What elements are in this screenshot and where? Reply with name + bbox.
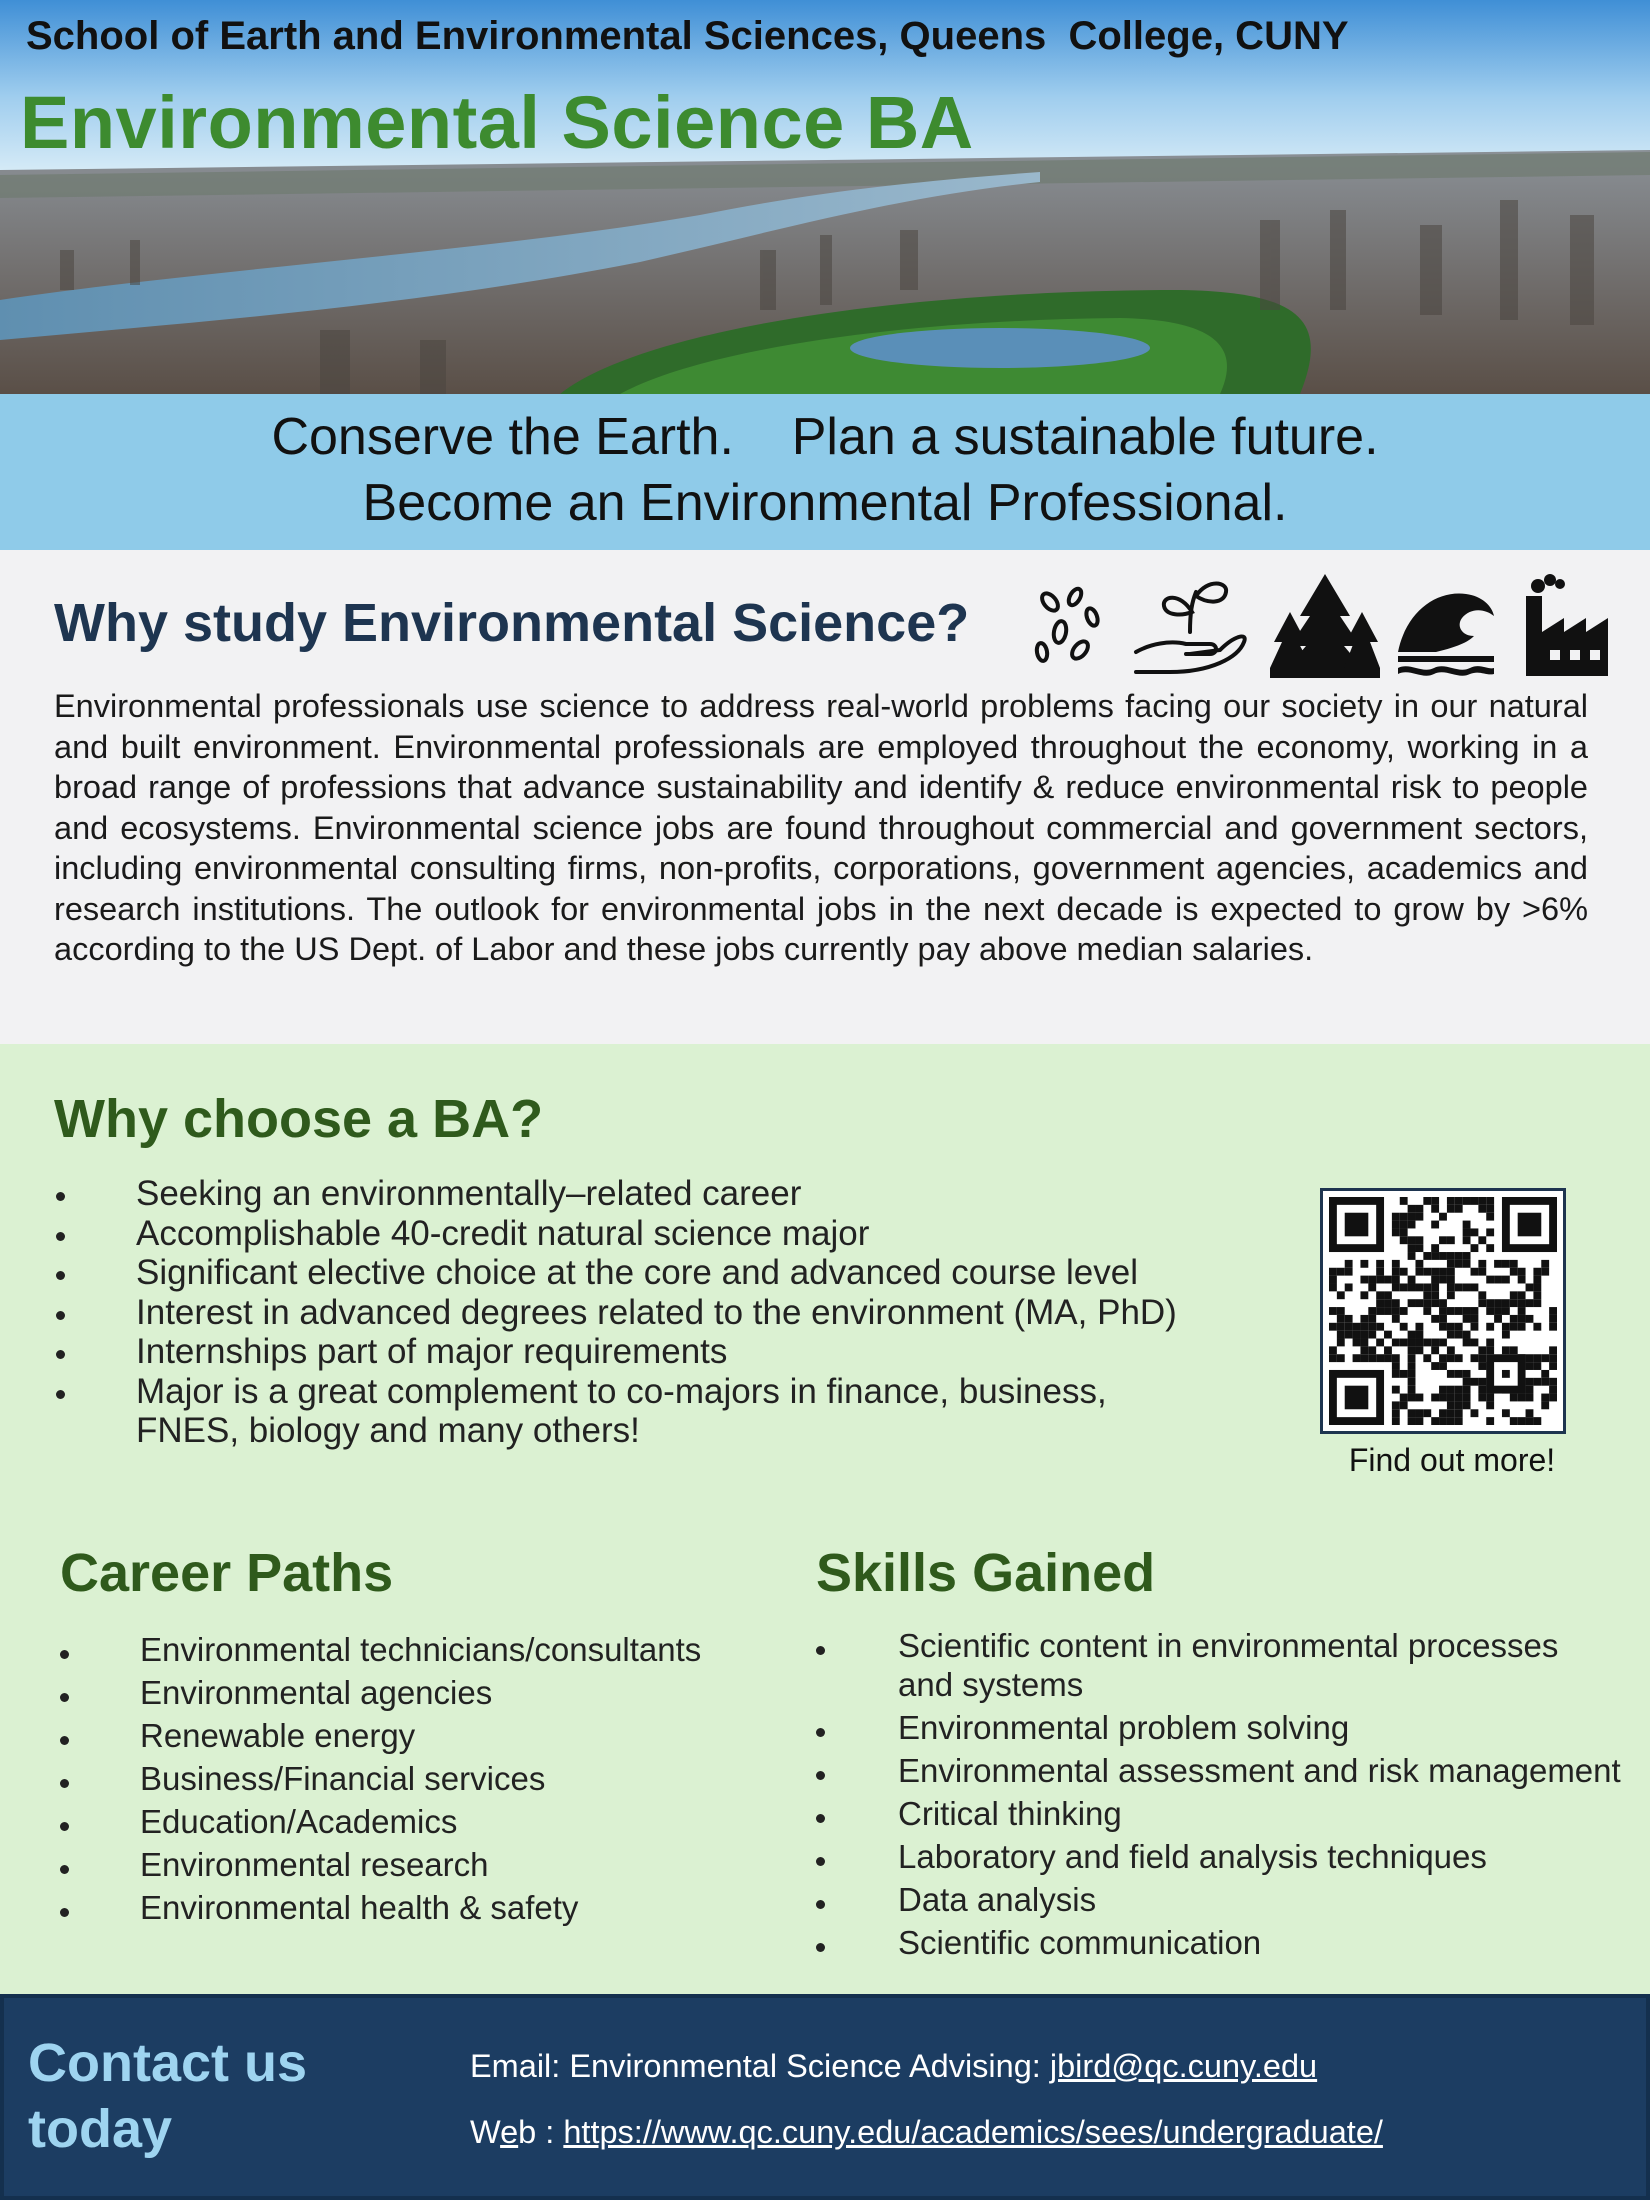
forest-icon	[1270, 572, 1380, 682]
hero-banner	[0, 0, 1650, 394]
skills-list	[816, 1624, 1646, 1964]
list-item: Internships part of major requirements	[54, 1332, 1254, 1372]
contact-footer	[0, 1994, 1650, 2200]
qr-code-icon	[1329, 1197, 1557, 1425]
bullet	[60, 1736, 69, 1745]
tagline-band	[0, 394, 1650, 550]
list-item: Critical thinking	[816, 1792, 1646, 1835]
list-item: Scientific communication	[816, 1921, 1646, 1964]
why-ba-list	[54, 1174, 1254, 1451]
bullet	[60, 1822, 69, 1831]
list-item: Environmental assessment and risk management	[816, 1749, 1646, 1792]
why-study-title: Why study Environmental Science?	[54, 593, 970, 653]
list-item: Environmental health & safety	[60, 1886, 760, 1929]
career-paths-title: Career Paths	[60, 1543, 394, 1603]
list-item: Data analysis	[816, 1878, 1646, 1921]
school-name: School of Earth and Environmental Sciences, Queens College, CUNY	[26, 14, 1349, 58]
bullet	[816, 1728, 825, 1737]
list-item-continued: and systems	[898, 1666, 1084, 1703]
bullet	[56, 1390, 65, 1399]
contact-title: Contact us today	[28, 2033, 308, 2159]
list-item: Significant elective choice at the core and advanced course level	[54, 1253, 1254, 1293]
factory-icon	[1520, 572, 1616, 682]
bullet	[56, 1232, 65, 1241]
bullet	[60, 1865, 69, 1874]
bullet	[60, 1779, 69, 1788]
bullet	[56, 1311, 65, 1320]
bullet	[60, 1693, 69, 1702]
program-title: Environmental Science BA	[20, 81, 974, 164]
aerial-city-park-photo	[0, 0, 1650, 394]
bullet	[816, 1943, 825, 1952]
qr-caption: Find out more!	[1348, 1442, 1556, 1478]
list-item: Environmental problem solving	[816, 1706, 1646, 1749]
bullet	[56, 1350, 65, 1359]
qr-code[interactable]	[1320, 1188, 1566, 1434]
microbes-icon	[1030, 572, 1110, 682]
why-ba-title: Why choose a BA?	[54, 1089, 544, 1149]
career-paths-list	[60, 1628, 760, 1929]
tagline-line-1: Conserve the Earth. Plan a sustainable future.	[271, 408, 1379, 466]
list-item: Accomplishable 40-credit natural science major	[54, 1214, 1254, 1254]
list-item: Major is a great complement to co-majors in finance, business,	[54, 1372, 1254, 1412]
list-item: Environmental agencies	[60, 1671, 760, 1714]
why-study-section	[0, 550, 1650, 1044]
list-item: Environmental technicians/consultants	[60, 1628, 760, 1671]
contact-web-line: Web : https://www.qc.cuny.edu/academics/sees/undergraduate/	[470, 2114, 1383, 2150]
list-item: Education/Academics	[60, 1800, 760, 1843]
details-section	[0, 1044, 1650, 1994]
topic-icons	[1030, 572, 1620, 682]
website-link[interactable]: https://www.qc.cuny.edu/academics/sees/undergraduate/	[563, 2114, 1383, 2150]
list-item: Scientific content in environmental processes	[816, 1624, 1646, 1667]
bullet	[816, 1900, 825, 1909]
bullet	[60, 1650, 69, 1659]
bullet	[816, 1814, 825, 1823]
bullet	[816, 1771, 825, 1780]
bullet	[816, 1857, 825, 1866]
list-item: Laboratory and field analysis techniques	[816, 1835, 1646, 1878]
bullet	[60, 1908, 69, 1917]
wave-icon	[1396, 572, 1496, 682]
skills-title: Skills Gained	[816, 1543, 1156, 1603]
bullet	[56, 1271, 65, 1280]
list-item: Renewable energy	[60, 1714, 760, 1757]
email-link[interactable]: jbird@qc.cuny.edu	[1049, 2048, 1318, 2084]
seedling-hand-icon	[1130, 572, 1250, 682]
list-item: Interest in advanced degrees related to the environment (MA, PhD)	[54, 1293, 1254, 1333]
why-study-body: Environmental professionals use science to address real-world problems facing our society in our natural and built environment. Environmental professionals are employed throughout the economy, working in a broad range of professions that advance sustainability and identify & reduce environmental risk to people and ecosystems. Environmental science jobs are found throughout commercial and government sectors, including environmental consulting firms, non-profits, corporations, government agencies, academics and research institutions. The outlook for environmental jobs in the next decade is expected to grow by >6% according to the US Dept. of Labor and these jobs currently pay above median salaries.	[54, 688, 1588, 967]
list-item: Business/Financial services	[60, 1757, 760, 1800]
list-item: Environmental research	[60, 1843, 760, 1886]
bullet	[56, 1192, 65, 1201]
tagline-line-2: Become an Environmental Professional.	[362, 474, 1288, 532]
contact-email-line: Email: Environmental Science Advising: jbird@qc.cuny.edu	[470, 2048, 1318, 2084]
list-item: Seeking an environmentally–related career	[54, 1174, 1254, 1214]
bullet	[816, 1646, 825, 1655]
list-item-continued: FNES, biology and many others!	[136, 1411, 640, 1450]
